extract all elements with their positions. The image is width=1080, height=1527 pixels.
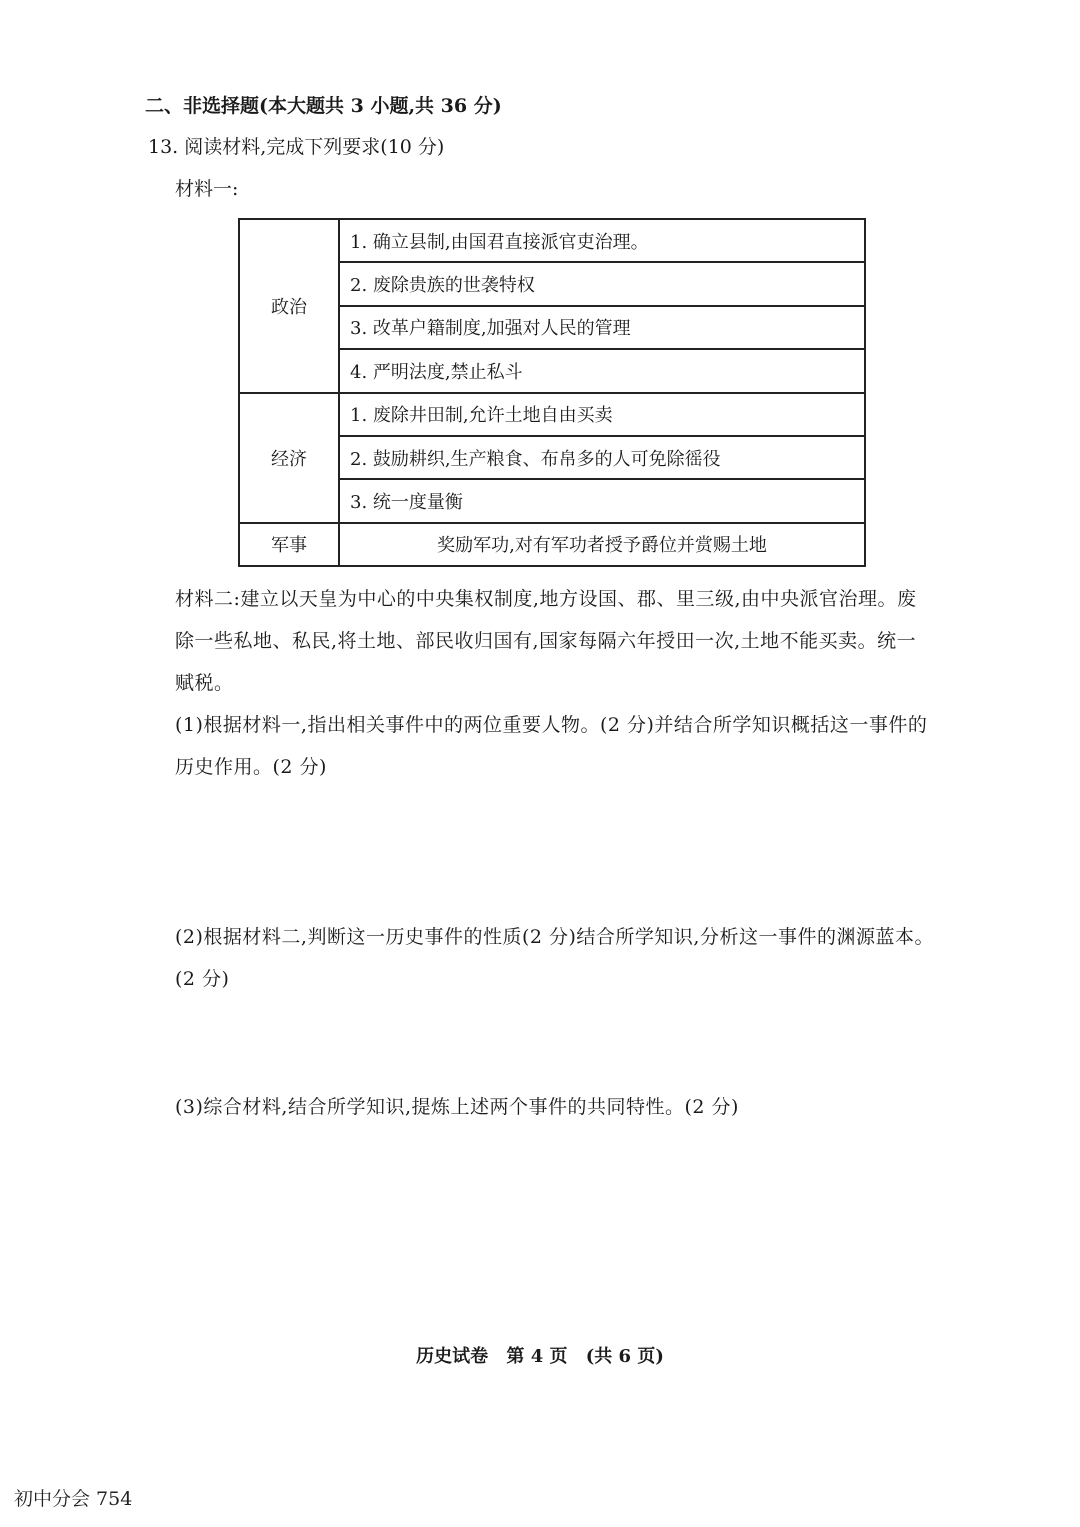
table-cell: 4. 严明法度,禁止私斗 xyxy=(339,349,865,392)
footer-total-pages: (共 6 页) xyxy=(585,1346,664,1367)
category-economy: 经济 xyxy=(239,393,339,523)
question-13-title: 13. 阅读材料,完成下列要求(10 分) xyxy=(148,136,445,158)
category-politics: 政治 xyxy=(239,219,339,393)
table-cell: 3. 统一度量衡 xyxy=(339,479,865,522)
sub-question-3: (3)综合材料,结合所学知识,提炼上述两个事件的共同特性。(2 分) xyxy=(175,1096,739,1118)
material-2-text: 材料二:建立以天皇为中心的中央集权制度,地方设国、郡、里三级,由中央派官治理。废除一些私地、私民,将土地、部民收归国有,国家每隔六年授田一次,土地不能买卖。统一赋税。 xyxy=(175,588,917,694)
sub-question-2: (2)根据材料二,判断这一历史事件的性质(2 分)结合所学知识,分析这一事件的渊源蓝本。(2 分) xyxy=(175,926,934,990)
page-footer xyxy=(0,1342,1080,1368)
table-cell: 奖励军功,对有军功者授予爵位并赏赐土地 xyxy=(339,523,865,566)
footer-page-number: 第 4 页 xyxy=(506,1346,568,1367)
table-row xyxy=(239,523,865,566)
sub-question-1: (1)根据材料一,指出相关事件中的两位重要人物。(2 分)并结合所学知识概括这一事件的历史作用。(2 分) xyxy=(175,714,928,778)
category-military: 军事 xyxy=(239,523,339,566)
footer-subject: 历史试卷 xyxy=(416,1346,489,1367)
table-cell: 1. 废除井田制,允许土地自由买卖 xyxy=(339,393,865,436)
section-heading: 二、非选择题(本大题共 3 小题,共 36 分) xyxy=(145,95,502,117)
table-cell: 3. 改革户籍制度,加强对人民的管理 xyxy=(339,306,865,349)
table-row xyxy=(239,219,865,262)
table-row xyxy=(239,393,865,436)
material-1-label: 材料一: xyxy=(175,178,239,200)
table-cell: 1. 确立县制,由国君直接派官吏治理。 xyxy=(339,219,865,262)
table-cell: 2. 鼓励耕织,生产粮食、布帛多的人可免除徭役 xyxy=(339,436,865,479)
reform-measures-table xyxy=(238,218,866,567)
table-cell: 2. 废除贵族的世袭特权 xyxy=(339,262,865,305)
watermark-text: 初中分会 754 xyxy=(14,1488,133,1510)
